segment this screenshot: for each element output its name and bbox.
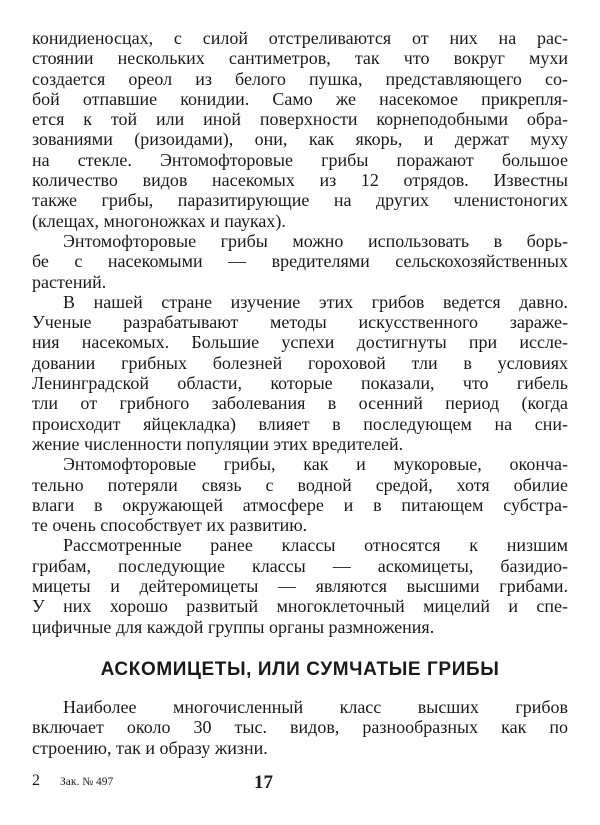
text-line: бой отпавшие конидии. Само же насекомое прикрепля- <box>32 88 568 109</box>
signature-mark: 2 <box>32 772 40 789</box>
order-number: Зак. № 497 <box>60 776 114 788</box>
body-text <box>32 28 568 637</box>
text-line: количество видов насекомых из 12 отрядов. Известны <box>32 170 568 191</box>
text-line: Энтомофторовые грибы, как и мукоровые, оконча- <box>63 454 568 475</box>
text-line: ния насекомых. Большие успехи достигнуты при иссле- <box>32 332 568 353</box>
section-heading: АСКОМИЦЕТЫ, ИЛИ СУМЧАТЫЕ ГРИБЫ <box>100 659 500 680</box>
text-line: Ученые разрабатывают методы искусственного зараже- <box>32 312 568 333</box>
text-line: тельно потеряли связь с водной средой, хотя обилие <box>32 474 568 495</box>
text-line: строению, так и образу жизни. <box>32 737 268 758</box>
text-line: включает около 30 тыс. видов, разнообразных как по <box>32 717 568 738</box>
text-line: создается ореол из белого пушка, представляющего со- <box>32 68 568 89</box>
text-line: Рассмотренные ранее классы относятся к низшим <box>63 535 568 556</box>
text-line: жение численности популяции этих вредителей. <box>32 433 404 454</box>
page-footer <box>32 772 568 794</box>
text-line: растений. <box>32 271 107 292</box>
text-line: Ленинградской области, которые показали, что гибель <box>32 373 568 394</box>
text-line: бе с насекомыми — вредителями сельскохозяйственных <box>32 251 568 272</box>
text-line: цифичные для каждой группы органы размножения. <box>32 616 435 637</box>
text-line: стоянии нескольких сантиметров, так что вокруг мухи <box>32 48 568 69</box>
page-number: 17 <box>254 772 273 793</box>
paragraph <box>32 28 568 231</box>
text-line: мицеты и дейтеромицеты — являются высшими грибами. <box>32 576 568 597</box>
text-line: (клещах, многоножках и пауках). <box>32 210 286 231</box>
text-line: Энтомофторовые грибы можно использовать в борь- <box>63 230 568 251</box>
text-line: те очень способствует их развитию. <box>32 515 308 536</box>
text-line: Наиболее многочисленный класс высших грибов <box>63 697 568 717</box>
text-line: также грибы, паразитирующие на других членистоногих <box>32 190 568 211</box>
text-line: ется к той или иной поверхности корнеподобными обра- <box>32 109 568 130</box>
text-line: происходит яйцекладка) влияет в последующем на сни- <box>32 413 568 434</box>
paragraph <box>32 697 568 758</box>
text-line: довании грибных болезней гороховой тли в условиях <box>32 352 568 373</box>
text-line: У них хорошо развитый многоклеточный мицелий и спе- <box>32 596 568 617</box>
text-line: на стекле. Энтомофторовые грибы поражают большое <box>32 149 568 170</box>
text-line: зованиями (ризоидами), они, как якорь, и держат муху <box>32 129 568 150</box>
paragraph <box>32 292 568 454</box>
paragraph <box>32 535 568 636</box>
paragraph <box>32 454 568 535</box>
text-line: В нашей стране изучение этих грибов ведется давно. <box>63 291 568 312</box>
text-line: конидиеносцах, с силой отстреливаются от них на рас- <box>32 28 568 48</box>
text-line: тли от грибного заболевания в осенний период (когда <box>32 393 568 414</box>
text-line: грибам, последующие классы — аскомицеты, базидио- <box>32 555 568 576</box>
text-line: влаги в окружающей атмосфере и в питающем субстра- <box>32 494 568 515</box>
section-body-text <box>32 697 568 758</box>
paragraph <box>32 231 568 292</box>
